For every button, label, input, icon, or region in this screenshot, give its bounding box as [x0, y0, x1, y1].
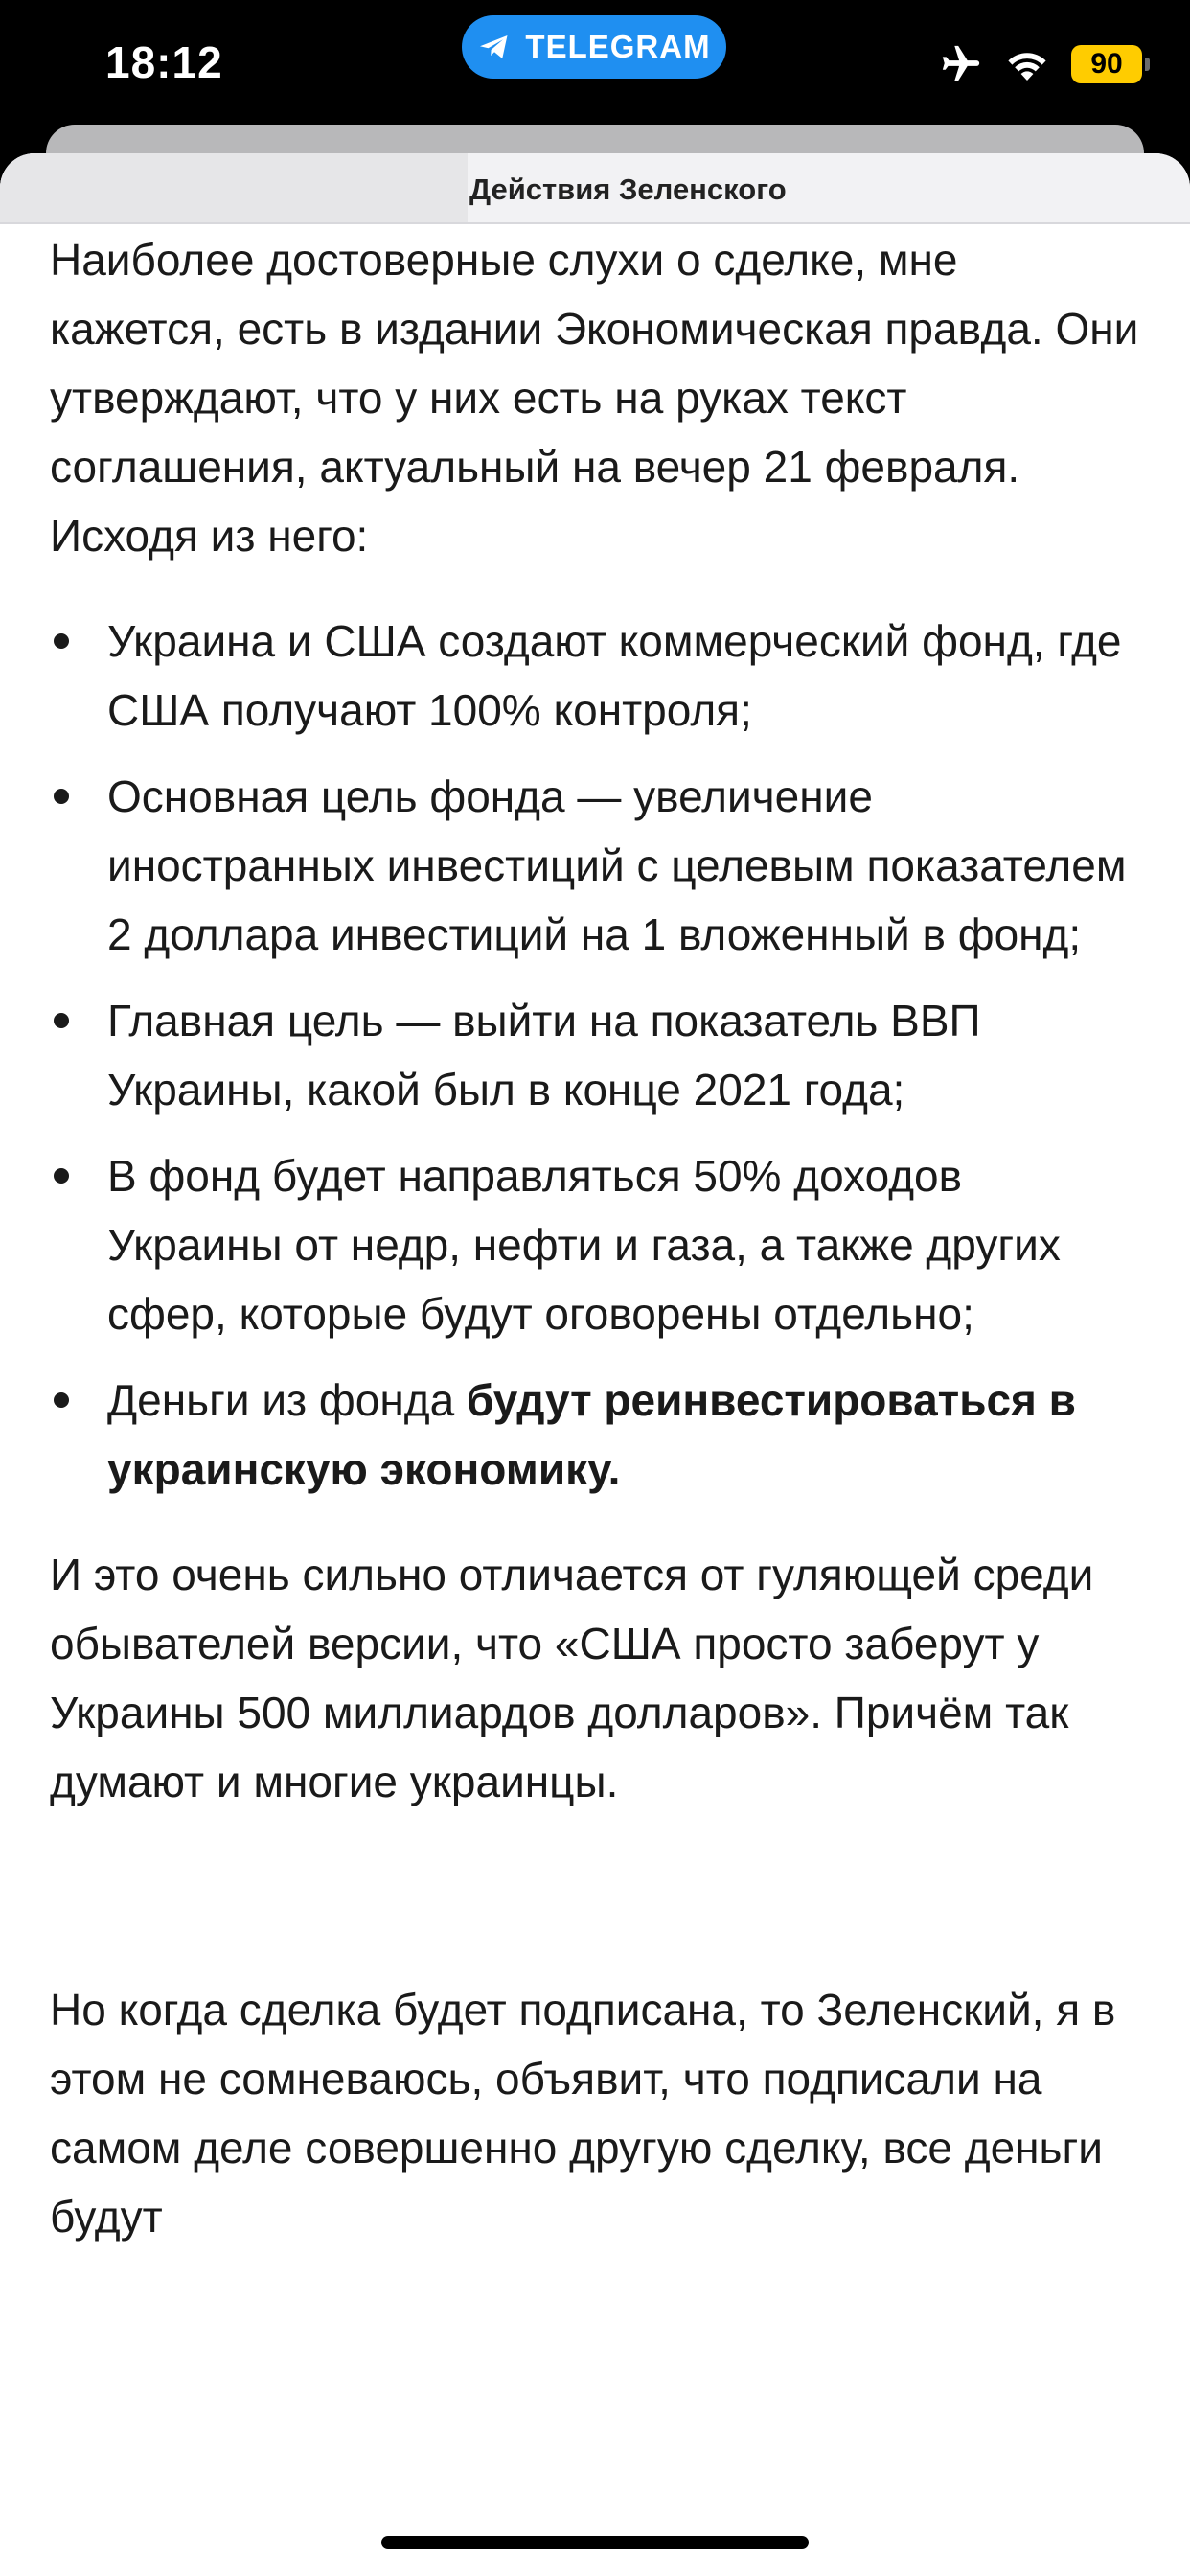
list-item-text: Деньги из фонда [107, 1375, 467, 1425]
status-bar [0, 0, 1190, 125]
battery-icon [1071, 45, 1142, 83]
page-title: Действия Зеленского [469, 172, 787, 206]
article-body [50, 225, 1142, 2251]
list-item: Основная цель фонда — увеличение иностранных инвестиций с целевым показателем 2 доллара инвестиций на 1 вложенный в фонд; [50, 762, 1142, 969]
intro-paragraph: Наиболее достоверные слухи о сделке, мне кажется, есть в издании Экономическая правда. Они утверждают, что у них есть на руках текст соглашения, актуальный на вечер 21 февраля. Исходя из него: [50, 235, 1139, 561]
status-icons [939, 38, 1142, 90]
telegram-icon [477, 30, 512, 64]
body-paragraph: Но когда сделка будет подписана, то Зеленский, я в этом не сомневаюсь, объявит, что подписали на самом деле совершенно другую сделку, все деньги будут [50, 1985, 1116, 2242]
battery-level: 90 [1090, 48, 1123, 80]
list-item: Украина и США создают коммерческий фонд, где США получают 100% контроля; [50, 607, 1142, 745]
wifi-icon [1004, 45, 1050, 83]
article-header[interactable] [0, 153, 1190, 224]
home-indicator[interactable] [381, 2536, 809, 2549]
list-item [50, 1366, 1142, 1504]
key-points-list [50, 607, 1142, 1504]
list-item-bold-text: будут реинвестироваться в украинскую экономику. [107, 1375, 1076, 1494]
status-time: 18:12 [105, 37, 223, 87]
body-paragraph: И это очень сильно отличается от гуляющей среди обывателей версии, что «США просто заберут у Украины 500 миллиардов долларов». Причём так думают и многие украинцы. [50, 1550, 1094, 1806]
list-item: Главная цель — выйти на показатель ВВП Украины, какой был в конце 2021 года; [50, 986, 1142, 1124]
telegram-pill-label: TELEGRAM [525, 29, 711, 64]
return-to-telegram-pill[interactable] [462, 15, 726, 79]
airplane-icon [939, 42, 983, 86]
reading-progress-bar [0, 153, 468, 222]
list-item: В фонд будет направляться 50% доходов Украины от недр, нефти и газа, а также других сфер, которые будут оговорены отдельно; [50, 1141, 1142, 1348]
